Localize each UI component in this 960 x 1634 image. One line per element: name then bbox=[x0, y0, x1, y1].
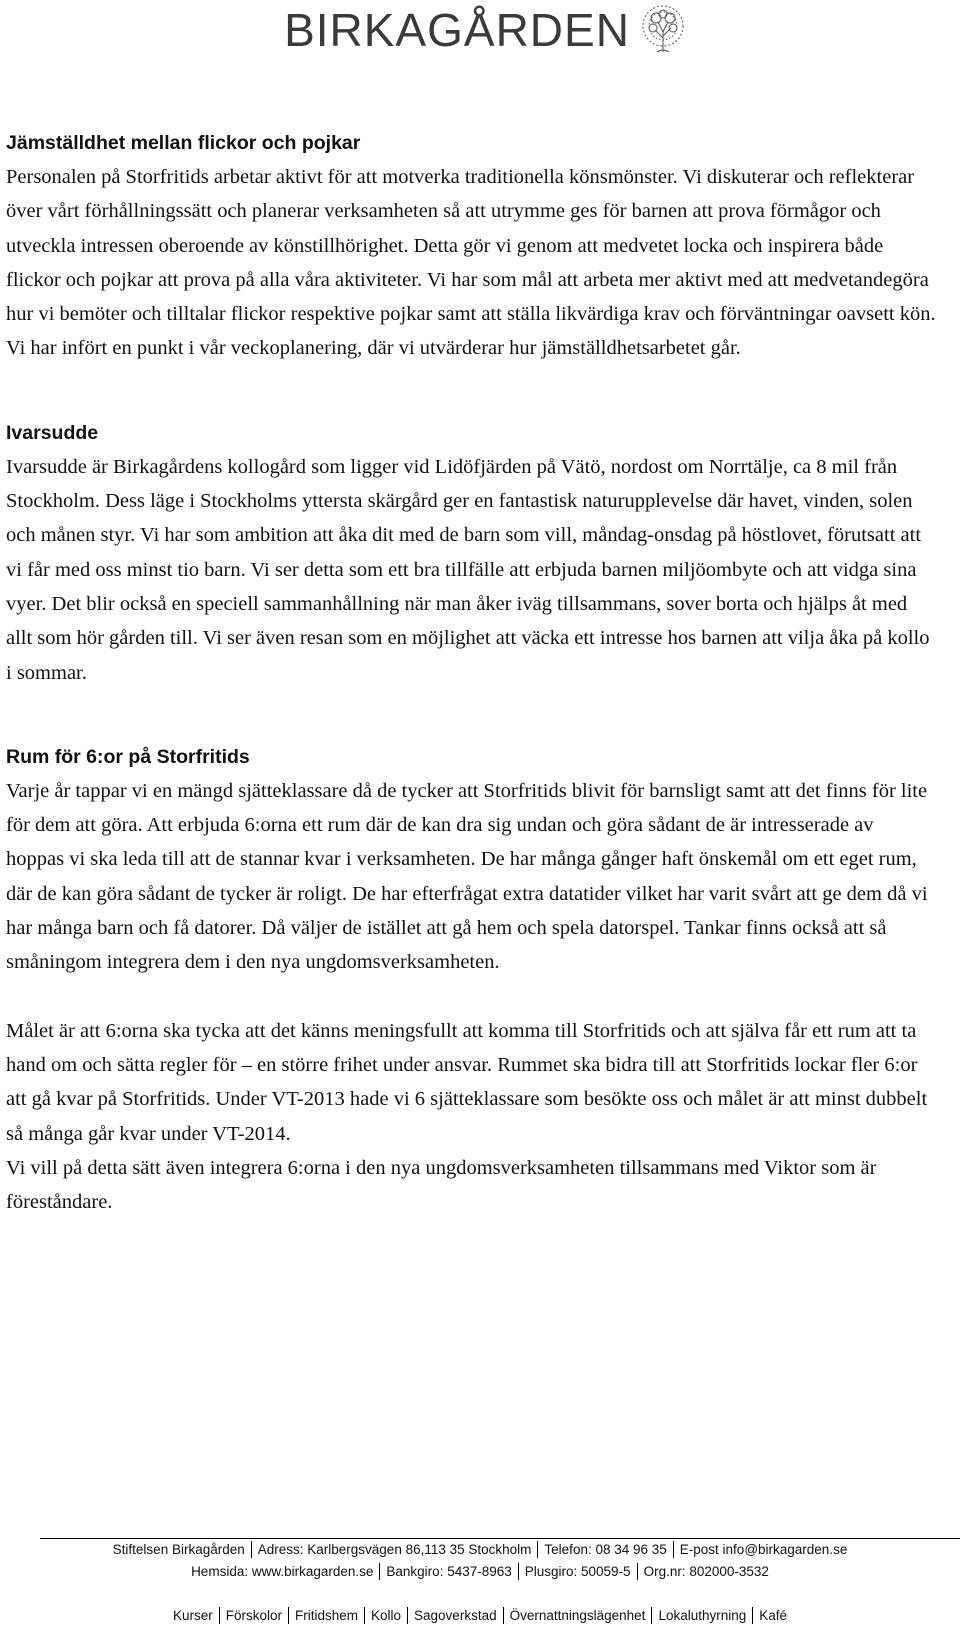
section-ivarsudde bbox=[6, 416, 936, 690]
footer-contact-row bbox=[0, 1542, 960, 1558]
footer-orgnr: Org.nr: 802000-3532 bbox=[643, 1564, 769, 1579]
section-jamstalldhet bbox=[6, 126, 936, 366]
footer-nav-sagoverkstad[interactable]: Sagoverkstad bbox=[414, 1608, 497, 1623]
section-paragraph: Ivarsudde är Birkagårdens kollogård som ligger vid Lidöfjärden på Vätö, nordost om Norrtälje, ca 8 mil från Stockholm. Dess läge i Stockholms yttersta skärgård ger en fantastisk naturupplevelse där havet, vinden, solen och månen styr. Vi har som ambition att åka dit med de barn som vill, måndag-onsdag på höstlovet, förutsatt att vi får med oss minst tio barn. Vi ser detta som ett bra tillfälle att erbjuda barnen miljöombyte och att vidga sina vyer. Det blir också en speciell sammanhållning när man åker iväg tillsammans, sover borta och hjälps åt med allt som hör gården till. Vi ser även resan som en möjlighet att väcka ett intresse hos barnen att vilja åka på kollo i sommar. bbox=[6, 455, 930, 684]
footer-finance-row bbox=[0, 1564, 960, 1580]
section-paragraph: Vi vill på detta sätt även integrera 6:orna i den nya ungdomsverksamheten tillsammans med Viktor som är föreståndare. bbox=[6, 1156, 877, 1214]
section-heading: Rum för 6:or på Storfritids bbox=[6, 745, 250, 768]
footer-email-link[interactable]: E-post info@birkagarden.se bbox=[679, 1542, 848, 1557]
document-body bbox=[6, 126, 936, 1219]
footer-website-link[interactable]: Hemsida: www.birkagarden.se bbox=[191, 1564, 374, 1579]
section-paragraph: Varje år tappar vi en mängd sjätteklassare då de tycker att Storfritids blivit för barnsligt samt att det finns för lite för dem att göra. Att erbjuda 6:orna ett rum där de kan dra sig undan och göra sådant de är intresserade av hoppas vi ska leda till att de stannar kvar i verksamheten. De har många gånger haft önskemål om ett eget rum, där de kan göra sådant de tycker är roligt. De har efterfrågat extra datatider vilket har varit svårt att ge dem då vi har många barn och få datorer. Då väljer de istället att gå hem och spela datorspel. Tankar finns också att så småningom integrera dem i den nya ungdomsverksamheten. bbox=[6, 779, 928, 974]
section-rum-for-6or bbox=[6, 740, 936, 1220]
footer-plusgiro: Plusgiro: 50059-5 bbox=[524, 1564, 631, 1579]
footer-bankgiro: Bankgiro: 5437-8963 bbox=[386, 1564, 512, 1579]
section-paragraph: Målet är att 6:orna ska tycka att det känns meningsfullt att komma till Storfritids och att själva får ett rum att ta hand om och sätta regler för – en större frihet under ansvar. Rummet ska bidra till att Storfritids lockar fler 6:or att gå kvar på Storfritids. Under VT-2013 hade vi 6 sjätteklassare som besökte oss och målet är att minst dubbelt så många går kvar under VT-2014. bbox=[6, 1019, 928, 1145]
footer-nav-overnattningslagenhet[interactable]: Övernattningslägenhet bbox=[509, 1608, 646, 1623]
footer-nav-kafe[interactable]: Kafé bbox=[759, 1608, 788, 1623]
footer-phone: Telefon: 08 34 96 35 bbox=[544, 1542, 667, 1557]
footer-organization: Stiftelsen Birkagården bbox=[112, 1542, 245, 1557]
page-header bbox=[0, 0, 960, 60]
footer-nav-fritidshem[interactable]: Fritidshem bbox=[294, 1608, 358, 1623]
section-heading: Ivarsudde bbox=[6, 421, 99, 444]
section-heading: Jämställdhet mellan flickor och pojkar bbox=[6, 132, 361, 154]
birkagarden-logo bbox=[284, 2, 688, 58]
tree-icon bbox=[638, 4, 688, 56]
footer-nav-lokaluthyrning[interactable]: Lokaluthyrning bbox=[658, 1608, 747, 1623]
footer-nav-kollo[interactable]: Kollo bbox=[371, 1608, 402, 1623]
section-paragraph: Personalen på Storfritids arbetar aktivt för att motverka traditionella könsmönster. Vi diskuterar och reflekterar över vårt förhållningssätt och planerar verksamheten så att utrymme ges för barnen att prova förmågor och utveckla intressen oberoende av könstillhörighet. Detta gör vi genom att medvetet locka och inspirera både flickor och pojkar att prova på alla våra aktiviteter. Vi har som mål att arbeta mer aktivt med att medvetandegöra hur vi bemöter och tilltalar flickor respektive pojkar samt att ställa likvärdiga krav och förväntningar oavsett kön. Vi har infört en punkt i vår veckoplanering, där vi utvärderar hur jämställdhetsarbetet går. bbox=[6, 166, 936, 360]
footer-nav bbox=[0, 1608, 960, 1624]
footer-nav-kurser[interactable]: Kurser bbox=[172, 1608, 213, 1623]
footer-divider bbox=[40, 1538, 960, 1539]
footer-address: Adress: Karlbergsvägen 86,113 35 Stockholm bbox=[257, 1542, 532, 1557]
footer-nav-forskolor[interactable]: Förskolor bbox=[225, 1608, 282, 1623]
logo-text: BIRKAGÅRDEN bbox=[284, 4, 630, 56]
